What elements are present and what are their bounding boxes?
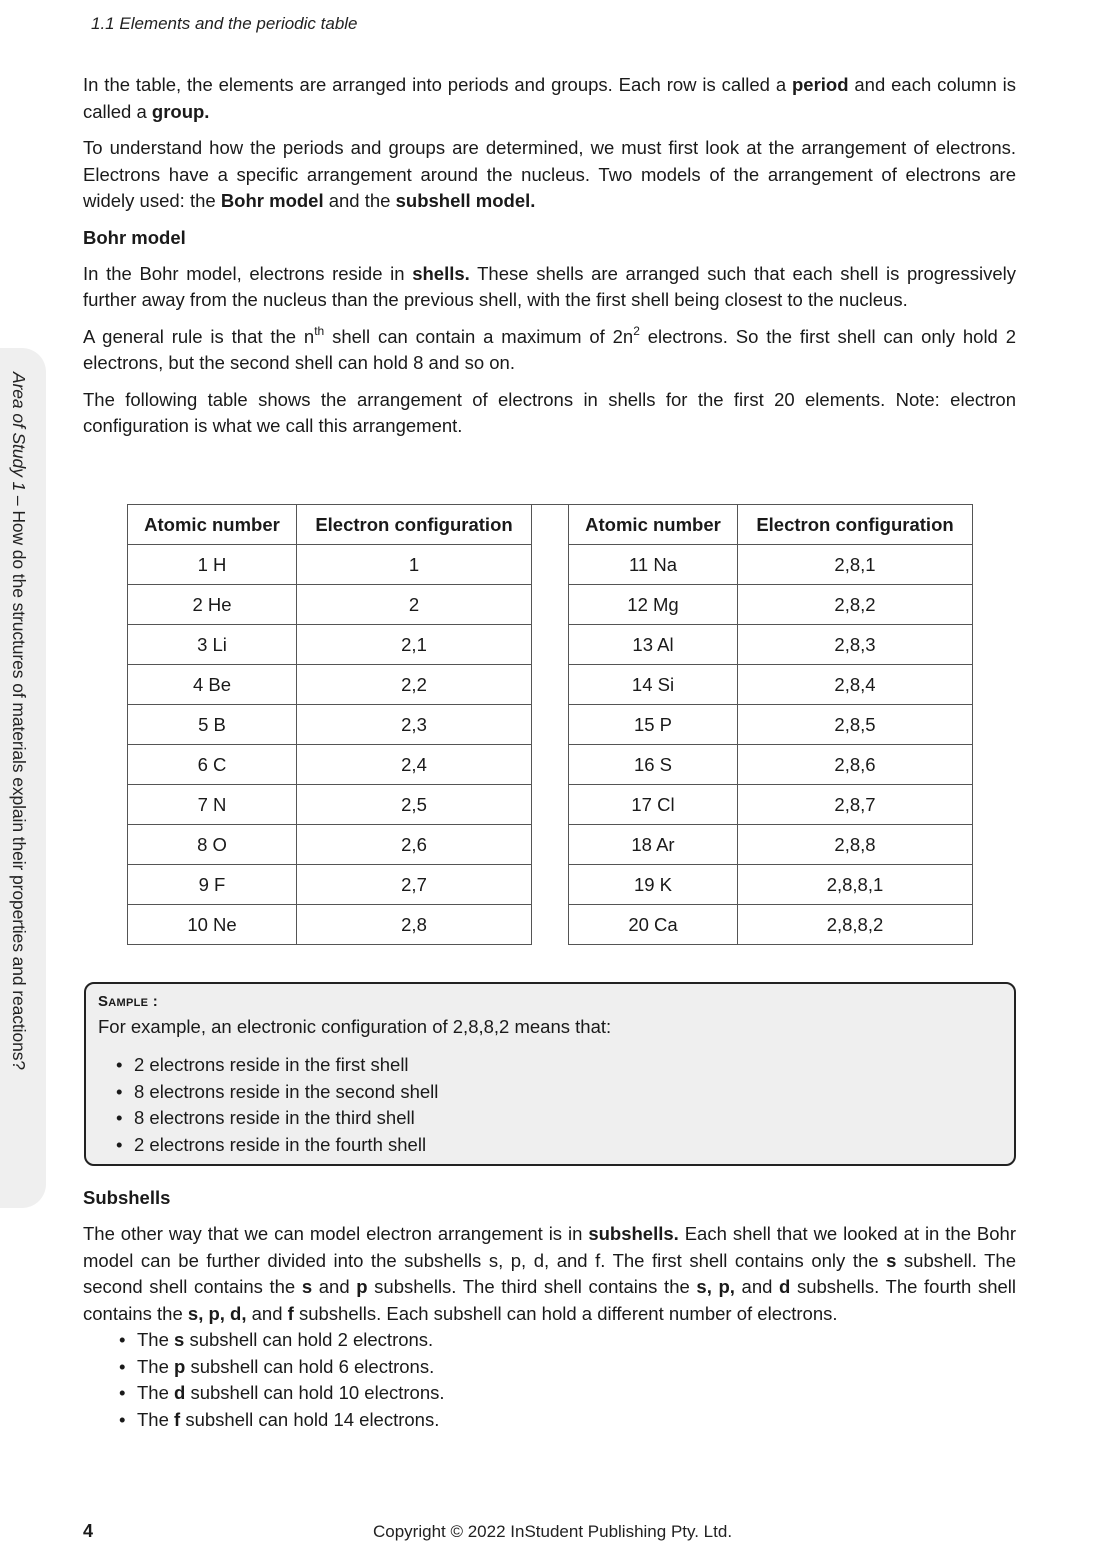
electron-configuration-cell: 2,4	[297, 745, 532, 785]
text: In the table, the elements are arranged into periods and groups. Each row is called a	[83, 74, 792, 95]
list-item	[119, 1380, 1016, 1407]
table-row	[128, 905, 973, 945]
electron-configuration-cell: 2,8,3	[738, 625, 973, 665]
sample-label: Sample :	[98, 993, 159, 1010]
atomic-number-cell: 18 Ar	[569, 825, 738, 865]
text: and each column is called a	[83, 74, 1016, 122]
text: subshells. Each subshell can hold a different number of electrons.	[293, 1302, 838, 1324]
electron-configuration-cell: 2,8,6	[738, 745, 973, 785]
list-item-text: 8 electrons reside in the third shell	[134, 1107, 415, 1128]
atomic-number-cell: 3 Li	[128, 625, 297, 665]
bullet-icon: •	[119, 1329, 126, 1350]
text: In the Bohr model, electrons reside in	[83, 262, 413, 284]
side-tab-dash: –	[9, 491, 29, 511]
term-bohr-model: Bohr model	[220, 190, 324, 211]
atomic-number-cell: 4 Be	[128, 665, 297, 705]
table-spacer	[532, 545, 569, 585]
text: subshell. The second shell contains the	[83, 1249, 1017, 1297]
table-spacer	[532, 825, 569, 865]
term-subshell-model: subshell model.	[395, 190, 536, 211]
superscript: th	[314, 323, 325, 338]
side-tab-question: How do the structures of materials explain their properties and reactions?	[9, 510, 29, 1071]
atomic-number-cell: 19 K	[569, 865, 738, 905]
term: s	[174, 1329, 185, 1350]
sample-list	[116, 1052, 438, 1158]
atomic-number-cell: 7 N	[128, 785, 297, 825]
text: subshells. The fourth shell contains the	[83, 1276, 1017, 1324]
superscript: 2	[633, 323, 640, 338]
table-row	[128, 745, 973, 785]
electron-configuration-cell: 2,3	[297, 705, 532, 745]
electron-configuration-cell: 2,7	[297, 865, 532, 905]
text: electrons. So the first shell can only hold 2 electrons, but the second shell can hold 8 and so on.	[83, 325, 1016, 373]
column-header: Electron configuration	[738, 505, 973, 545]
text: To understand how the periods and groups are determined, we must first look at the arrangement of electrons. Electrons have a specific arrangement around the nucleus. Two models of the arrangement of electrons are widely used: the	[83, 137, 1016, 211]
electron-configuration-cell: 2,8	[297, 905, 532, 945]
atomic-number-cell: 11 Na	[569, 545, 738, 585]
atomic-number-cell: 6 C	[128, 745, 297, 785]
bullet-icon: •	[119, 1355, 126, 1377]
text: subshell can hold 10 electrons.	[185, 1382, 445, 1403]
list-item	[116, 1079, 438, 1106]
sample-intro: For example, an electronic configuration of 2,8,8,2 means that:	[98, 1016, 612, 1037]
electron-configuration-cell: 2,6	[297, 825, 532, 865]
electron-configuration-cell: 2,8,1	[738, 545, 973, 585]
list-item-text: 8 electrons reside in the second shell	[134, 1080, 439, 1102]
bohr-paragraph-3: The following table shows the arrangement of electrons in shells for the first 20 elements. Note: electron configuration is what we call this arrangement.	[83, 388, 1016, 436]
list-item	[116, 1052, 438, 1079]
text: The	[137, 1355, 175, 1377]
list-item	[116, 1132, 438, 1159]
table-row	[128, 825, 973, 865]
text: subshell can hold 14 electrons.	[180, 1408, 440, 1430]
running-head: 1.1 Elements and the periodic table	[91, 14, 358, 33]
atomic-number-cell: 12 Mg	[569, 585, 738, 625]
table-spacer	[532, 745, 569, 785]
atomic-number-cell: 9 F	[128, 865, 297, 905]
side-tab-label	[8, 372, 29, 1070]
table-row	[128, 545, 973, 585]
term-shells: shells.	[412, 262, 470, 284]
subshells-section	[83, 1185, 1016, 1433]
term: p	[356, 1276, 368, 1297]
atomic-number-cell: 2 He	[128, 585, 297, 625]
side-tab-prefix: Area of Study 1	[9, 372, 29, 492]
table-spacer	[532, 785, 569, 825]
sample-box	[84, 982, 1016, 1166]
term-period: period	[791, 74, 849, 95]
table-spacer	[532, 865, 569, 905]
subshells-paragraph	[83, 1221, 1016, 1327]
term: s, p,	[696, 1276, 735, 1297]
term: s	[301, 1276, 313, 1297]
atomic-number-cell: 1 H	[128, 545, 297, 585]
list-item	[119, 1327, 1016, 1354]
electron-configuration-cell: 2,8,8,2	[738, 905, 973, 945]
table-row	[128, 785, 973, 825]
bullet-icon: •	[119, 1382, 126, 1403]
atomic-number-cell: 10 Ne	[128, 905, 297, 945]
term: f	[174, 1408, 181, 1430]
list-item-text: 2 electrons reside in the first shell	[134, 1054, 409, 1075]
table-spacer	[532, 625, 569, 665]
text: and	[312, 1276, 357, 1297]
table-row	[128, 625, 973, 665]
term: f	[287, 1302, 294, 1324]
text: Each shell that we looked at in the Bohr model can be further divided into the subshells s, p, d, and f. The first shell contains only the	[83, 1223, 1016, 1271]
bullet-icon: •	[116, 1054, 123, 1075]
bohr-paragraph-2	[83, 324, 1016, 377]
term: p	[174, 1355, 186, 1377]
electron-configuration-cell: 2,8,7	[738, 785, 973, 825]
table-row	[128, 865, 973, 905]
term: s, p, d,	[187, 1302, 247, 1324]
table-row	[128, 665, 973, 705]
electron-configuration-cell: 2,8,2	[738, 585, 973, 625]
atomic-number-cell: 15 P	[569, 705, 738, 745]
atomic-number-cell: 20 Ca	[569, 905, 738, 945]
text: A general rule is that the n	[83, 325, 315, 347]
list-item	[116, 1105, 438, 1132]
table-spacer	[532, 665, 569, 705]
bohr-paragraph-1	[83, 261, 1016, 314]
table-row	[128, 705, 973, 745]
text: and	[246, 1302, 288, 1324]
text: The	[137, 1408, 175, 1430]
atomic-number-cell: 8 O	[128, 825, 297, 865]
electron-configuration-cell: 2,2	[297, 665, 532, 705]
electron-configuration-table	[127, 504, 973, 945]
intro-paragraph-2	[83, 135, 1016, 215]
atomic-number-cell: 5 B	[128, 705, 297, 745]
electron-configuration-cell: 2,8,8,1	[738, 865, 973, 905]
column-header: Atomic number	[569, 505, 738, 545]
table-header-row	[128, 505, 973, 545]
column-header: Atomic number	[128, 505, 297, 545]
text: and	[734, 1276, 780, 1297]
list-item	[119, 1407, 1016, 1434]
atomic-number-cell: 17 Cl	[569, 785, 738, 825]
electron-configuration-cell: 2,8,8	[738, 825, 973, 865]
column-header: Electron configuration	[297, 505, 532, 545]
electron-configuration-cell: 2,8,5	[738, 705, 973, 745]
term: s	[886, 1249, 897, 1271]
copyright-notice: Copyright © 2022 InStudent Publishing Pty. Ltd.	[373, 1522, 733, 1541]
table-spacer	[532, 585, 569, 625]
table-spacer	[532, 505, 569, 545]
bullet-icon: •	[116, 1107, 123, 1128]
intro-paragraph-1	[83, 72, 1016, 125]
term-subshells: subshells.	[588, 1223, 679, 1244]
subshell-capacity-list	[83, 1327, 1016, 1433]
bohr-heading: Bohr model	[83, 226, 186, 248]
term-group: group.	[151, 100, 210, 122]
text: The other way that we can model electron arrangement is in	[83, 1223, 589, 1244]
atomic-number-cell: 16 S	[569, 745, 738, 785]
electron-configuration-cell: 2	[297, 585, 532, 625]
electron-configuration-cell: 2,1	[297, 625, 532, 665]
table-spacer	[532, 705, 569, 745]
list-item	[119, 1354, 1016, 1381]
atomic-number-cell: 13 Al	[569, 625, 738, 665]
electron-configuration-cell: 2,8,4	[738, 665, 973, 705]
electron-configuration-cell: 1	[297, 545, 532, 585]
text: The	[137, 1329, 175, 1350]
text: and the	[323, 190, 396, 211]
atomic-number-cell: 14 Si	[569, 665, 738, 705]
table-row	[128, 585, 973, 625]
electron-configuration-cell: 2,5	[297, 785, 532, 825]
list-item-text: 2 electrons reside in the fourth shell	[134, 1133, 427, 1155]
text: shell can contain a maximum of 2n	[324, 325, 634, 347]
text: subshells. The third shell contains the	[367, 1276, 697, 1297]
text: These shells are arranged such that each shell is progressively further away from the nucleus than the previous shell, with the first shell being closest to the nucleus.	[83, 262, 1016, 310]
subshells-heading: Subshells	[83, 1187, 171, 1208]
table-spacer	[532, 905, 569, 945]
bullet-icon: •	[119, 1408, 126, 1430]
main-content	[83, 72, 1016, 450]
term: d	[174, 1382, 186, 1403]
term: d	[779, 1276, 791, 1297]
text: subshell can hold 6 electrons.	[185, 1355, 435, 1377]
bullet-icon: •	[116, 1133, 123, 1155]
text: subshell can hold 2 electrons.	[184, 1329, 434, 1350]
text: The	[137, 1382, 175, 1403]
page-number: 4	[83, 1521, 94, 1541]
bullet-icon: •	[116, 1080, 123, 1102]
